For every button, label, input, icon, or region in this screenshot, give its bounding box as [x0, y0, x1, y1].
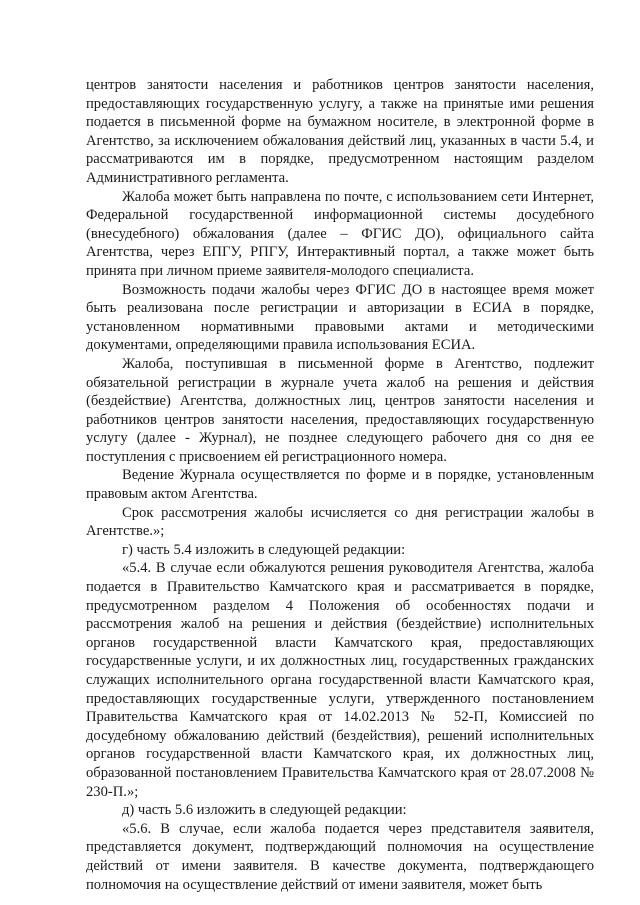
paragraph-registration: Жалоба, поступившая в письменной форме в Агентство, подлежит обязательной регистрации в журнале учета жалоб на решения и действия (бездействие) Агентства, должностных лиц, центров занятости населения и работников центров занятости населения, предоставляющих государственную услугу (далее - Журнал), не позднее следующего рабочего дня со дня ее поступления с присвоением ей регистрационного номера. [86, 355, 594, 465]
amendment-heading-5-4: г) часть 5.4 изложить в следующей редакции: [122, 541, 406, 558]
document-body [86, 76, 594, 894]
paragraph-5-6: «5.6. В случае, если жалоба подается через представителя заявителя, представляется документ, подтверждающий полномочия на осуществление действий от имени заявителя. В качестве документа, подтверждающего полномочия на осуществление действий от имени заявителя, может быть [86, 820, 594, 893]
paragraph-journal: Ведение Журнала осуществляется по форме и в порядке, установленным правовым актом Агентства. [86, 467, 594, 503]
paragraph-5-4: «5.4. В случае если обжалуются решения руководителя Агентства, жалоба подается в Правительство Камчатского края и рассматривается в порядке, предусмотренном разделом 4 Положения об особенностях подачи и рассмотрения жалоб на решения и действия (бездействие) исполнительных органов государственной власти Камчатского края, предоставляющих государственные услуги, и их должностных лиц, государственных гражданских служащих исполнительного органа государственной власти Камчатского края, предоставляющих государственные услуги, утвержденного постановлением Правительства Камчатского края от 14.02.2013 № 52-П, Комиссией по досудебному обжалованию действий (бездействия), решений исполнительных органов государственной власти Камчатского края, их должностных лиц, образованной постановлением Правительства Камчатского края от 28.07.2008 № 230-П.»; [86, 560, 594, 800]
paragraph-review-term: Срок рассмотрения жалобы исчисляется со дня регистрации жалобы в Агентстве.»; [86, 504, 594, 540]
paragraph-complaint-channels: Жалоба может быть направлена по почте, с использованием сети Интернет, Федеральной государственной информационной системы досудебного (внесудебного) обжалования (далее – ФГИС ДО), официального сайта Агентства, через ЕПГУ, РПГУ, Интерактивный портал, а также может быть принята при личном приеме заявителя-молодого специалиста. [86, 188, 594, 279]
amendment-heading-5-6: д) часть 5.6 изложить в следующей редакции: [122, 802, 407, 819]
paragraph-fgis-do: Возможность подачи жалобы через ФГИС ДО в настоящее время может быть реализована после регистрации и авторизации в ЕСИА в порядке, установленном нормативными правовыми актами и методическими документами, определяющими правила использования ЕСИА. [86, 281, 594, 354]
paragraph-continuation: центров занятости населения и работников центров занятости населения, предоставляющих государственную услугу, а также на принятые ими решения подается в письменной форме на бумажном носителе, в электронной форме в Агентство, за исключением обжалования действий лиц, указанных в части 5.4, и рассматриваются им в порядке, предусмотренном настоящим разделом Административного регламента. [86, 77, 594, 186]
